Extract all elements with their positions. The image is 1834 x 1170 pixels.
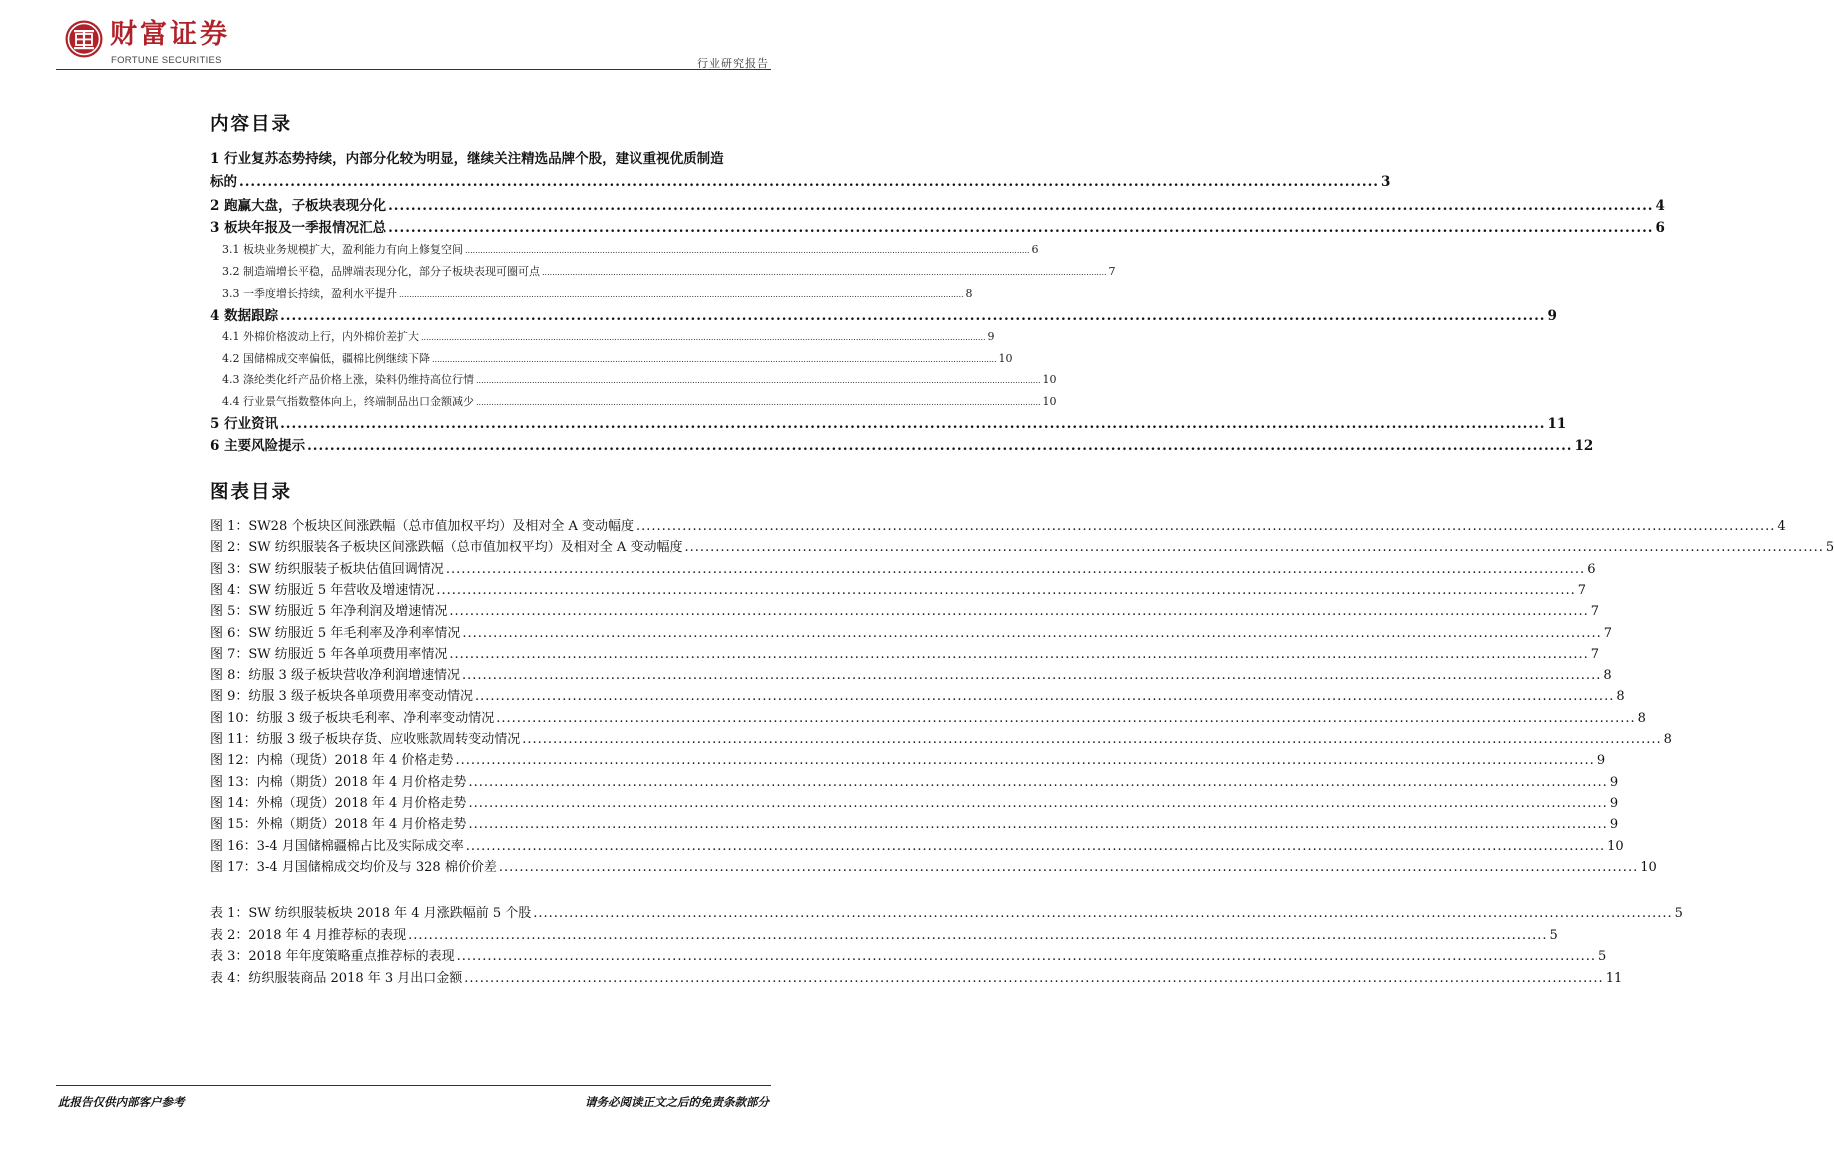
leader-dots: ..............................................................................................................................................................................................................................	[399, 290, 964, 299]
leader-dots: ..............................................................................................................................................................................................................................	[461, 668, 1602, 684]
figure-list-item[interactable]	[210, 749, 1606, 769]
leader-dots: ..............................................................................................................................................................................................................................	[388, 220, 1654, 236]
figure-list-item-text: 图 6：SW 纺服近 5 年毛利率及净利率情况	[210, 625, 461, 641]
toc-entry-page: 9	[1547, 308, 1557, 324]
figure-list-item[interactable]	[210, 835, 1624, 854]
figure-list-item-text: 图 14：外棉（现货）2018 年 4 月价格走势	[210, 795, 467, 811]
leader-dots: ..............................................................................................................................................................................................................................	[421, 333, 986, 342]
brand-name-cn: 财富证券	[110, 19, 230, 50]
leader-dots: ..............................................................................................................................................................................................................................	[522, 732, 1662, 747]
figure-list-item-text: 图 10：纺服 3 级子板块毛利率、净利率变动情况	[210, 710, 495, 726]
figure-list-item[interactable]	[210, 707, 1646, 726]
leader-dots: ..............................................................................................................................................................................................................................	[455, 753, 1595, 769]
leader-dots: ..............................................................................................................................................................................................................................	[449, 646, 1589, 662]
toc-entry-1[interactable]	[210, 170, 1391, 190]
figure-list-item-page: 9	[1609, 774, 1619, 790]
figure-list-item-text: 图 12：内棉（现货）2018 年 4 价格走势	[210, 753, 454, 769]
footer-disclaimer-left: 此报告仅供内部客户参考	[58, 1095, 185, 1109]
table-list-item[interactable]	[210, 967, 1623, 987]
figure-list-item-page: 8	[1637, 710, 1646, 726]
figure-list-item[interactable]	[210, 728, 1672, 747]
toc-entry[interactable]	[210, 194, 1665, 214]
leader-dots: ..............................................................................................................................................................................................................................	[464, 971, 1604, 987]
figure-list-item[interactable]	[210, 813, 1619, 833]
leader-dots: ..............................................................................................................................................................................................................................	[468, 774, 1608, 790]
toc-subentry-text: 3.3 一季度增长持续，盈利水平提升	[222, 287, 397, 300]
toc-subentry-text: 4.1 外棉价格波动上行，内外棉价差扩大	[222, 330, 419, 343]
leader-dots: ..............................................................................................................................................................................................................................	[445, 561, 1586, 577]
figure-list-item-page: 9	[1609, 817, 1619, 833]
toc-subentry-page: 8	[965, 287, 973, 300]
leader-dots: ..............................................................................................................................................................................................................................	[436, 582, 1576, 598]
leader-dots: ..............................................................................................................................................................................................................................	[474, 689, 1615, 705]
figure-list-item-page: 7	[1577, 582, 1587, 598]
leader-dots: ..............................................................................................................................................................................................................................	[456, 949, 1597, 965]
toc-entry-text: 6 主要风险提示	[210, 438, 306, 454]
table-list-item[interactable]	[210, 902, 1683, 921]
figure-list-item-text: 图 11：纺服 3 级子板块存货、应收账款周转变动情况	[210, 732, 521, 747]
toc-subentry-text: 4.3 涤纶类化纤产品价格上涨，染料仍维持高位行情	[222, 373, 474, 386]
figure-list-item[interactable]	[210, 771, 1619, 790]
toc-entry-page: 6	[1655, 220, 1665, 236]
toc-subentry-text: 4.4 行业景气指数整体向上，终端制品出口金额减少	[222, 395, 474, 408]
figure-list-item-text: 图 2：SW 纺织服装各子板块区间涨跌幅（总市值加权平均）及相对全 A 变动幅度	[210, 540, 683, 556]
header-divider	[56, 69, 771, 70]
toc-subentry-page: 10	[998, 352, 1013, 365]
toc-title: 内容目录	[210, 114, 293, 135]
leader-dots: ..............................................................................................................................................................................................................................	[533, 906, 1673, 921]
figure-list-item-text: 图 3：SW 纺织服装子板块估值回调情况	[210, 561, 444, 577]
leader-dots: ..............................................................................................................................................................................................................................	[476, 398, 1041, 407]
figure-list-item-text: 图 13：内棉（期货）2018 年 4 月价格走势	[210, 774, 467, 790]
figure-list-item-text: 图 8：纺服 3 级子板块营收净利润增速情况	[210, 668, 460, 684]
leader-dots: ..............................................................................................................................................................................................................................	[476, 376, 1041, 385]
figure-list-item-text: 图 1：SW28 个板块区间涨跌幅（总市值加权平均）及相对全 A 变动幅度	[210, 519, 634, 534]
toc-entry-text: 2 跑赢大盘，子板块表现分化	[210, 198, 387, 214]
toc-subentry-page: 6	[1031, 243, 1039, 256]
figure-list-item[interactable]	[210, 685, 1625, 705]
toc-subentry[interactable]	[222, 393, 1057, 409]
figure-list-item-page: 10	[1640, 859, 1657, 875]
figure-list-item-text: 图 15：外棉（期货）2018 年 4 月价格走势	[210, 817, 467, 833]
figure-list-item-page: 6	[1587, 561, 1596, 577]
toc-entry-page: 11	[1547, 416, 1567, 432]
toc-subentry[interactable]	[222, 371, 1057, 387]
toc-subentry-page: 10	[1042, 395, 1057, 408]
toc-subentry[interactable]	[222, 263, 1116, 279]
leader-dots: ..............................................................................................................................................................................................................................	[636, 519, 1776, 534]
toc-entry-page: 12	[1574, 438, 1594, 454]
table-list-item-text: 表 3：2018 年年度策略重点推荐标的表现	[210, 949, 455, 965]
figure-list-item-page: 4	[1777, 519, 1786, 534]
toc-entry-text: 4 数据跟踪	[210, 308, 279, 324]
leader-dots: ..............................................................................................................................................................................................................................	[468, 795, 1608, 811]
toc-subentry-page: 10	[1042, 373, 1057, 386]
table-list-item-page: 5	[1674, 906, 1683, 921]
figure-list-item-page: 10	[1607, 838, 1624, 854]
toc-subentry[interactable]	[222, 285, 973, 301]
figures-list-title: 图表目录	[210, 482, 293, 503]
leader-dots: ..............................................................................................................................................................................................................................	[498, 859, 1639, 875]
document-type-label: 行业研究报告	[697, 57, 769, 70]
figure-list-item-text: 图 4：SW 纺服近 5 年营收及增速情况	[210, 582, 435, 598]
toc-entry-1-line1[interactable]: 1 行业复苏态势持续，内部分化较为明显，继续关注精选品牌个股，建议重视优质制造	[210, 151, 724, 167]
toc-entry-text: 5 行业资讯	[210, 416, 279, 432]
leader-dots: ..............................................................................................................................................................................................................................	[462, 625, 1602, 641]
figure-list-item[interactable]	[210, 622, 1613, 641]
table-list-item-page: 5	[1598, 949, 1607, 965]
leader-dots: ..............................................................................................................................................................................................................................	[684, 540, 1824, 556]
brand-name-en: FORTUNE SECURITIES	[111, 55, 222, 66]
figure-list-item[interactable]	[210, 643, 1600, 662]
toc-subentry-text: 3.1 板块业务规模扩大，盈利能力有向上修复空间	[222, 243, 463, 256]
toc-entry-text: 3 板块年报及一季报情况汇总	[210, 220, 387, 236]
toc-subentry-page: 7	[1108, 265, 1116, 278]
figure-list-item[interactable]	[210, 792, 1619, 811]
figure-list-item-page: 5	[1825, 540, 1834, 556]
toc-entry[interactable]	[210, 434, 1594, 454]
leader-dots: ..............................................................................................................................................................................................................................	[408, 927, 1548, 943]
figure-list-item[interactable]	[210, 558, 1596, 577]
figure-list-item-page: 7	[1590, 604, 1600, 620]
toc-entry[interactable]	[210, 216, 1665, 236]
figure-list-item[interactable]	[210, 536, 1834, 556]
leader-dots: ..............................................................................................................................................................................................................................	[465, 838, 1606, 854]
toc-entry[interactable]	[210, 412, 1567, 432]
leader-dots: ..............................................................................................................................................................................................................................	[449, 604, 1589, 620]
table-list-item[interactable]	[210, 924, 1558, 943]
leader-dots: ..............................................................................................................................................................................................................................	[432, 355, 997, 364]
toc-subentry[interactable]	[222, 328, 995, 344]
leader-dots: ..............................................................................................................................................................................................................................	[542, 268, 1107, 277]
leader-dots: ..............................................................................................................................................................................................................................	[465, 246, 1030, 255]
figure-list-item-page: 8	[1603, 668, 1612, 684]
table-list-item-text: 表 2：2018 年 4 月推荐标的表现	[210, 927, 407, 943]
leader-dots: ..............................................................................................................................................................................................................................	[280, 416, 1546, 432]
toc-subentry-text: 4.2 国储棉成交率偏低，疆棉比例继续下降	[222, 352, 430, 365]
figure-list-item[interactable]	[210, 579, 1587, 598]
table-list-item-page: 5	[1549, 927, 1558, 943]
figure-list-item-text: 图 5：SW 纺服近 5 年净利润及增速情况	[210, 604, 448, 620]
leader-dots: ........................................................................................................................................................................................................	[239, 174, 1379, 190]
table-list-item-text: 表 4：纺织服装商品 2018 年 3 月出口金额	[210, 971, 463, 987]
figure-list-item-page: 7	[1590, 646, 1600, 662]
footer-disclaimer-right: 请务必阅读正文之后的免责条款部分	[585, 1095, 769, 1109]
footer-divider	[56, 1085, 771, 1086]
leader-dots: ..............................................................................................................................................................................................................................	[496, 710, 1636, 726]
figure-list-item-page: 8	[1616, 689, 1625, 705]
leader-dots: ..............................................................................................................................................................................................................................	[280, 308, 1546, 324]
figure-list-item-text: 图 9：纺服 3 级子板块各单项费用率变动情况	[210, 689, 473, 705]
table-list-item-text: 表 1：SW 纺织服装板块 2018 年 4 月涨跌幅前 5 个股	[210, 906, 532, 921]
figure-list-item[interactable]	[210, 664, 1612, 684]
figure-list-item-text: 图 7：SW 纺服近 5 年各单项费用率情况	[210, 646, 448, 662]
toc-entry-text: 标的	[210, 174, 237, 190]
figure-list-item-text: 图 16：3-4 月国储棉疆棉占比及实际成交率	[210, 838, 464, 854]
figure-list-item[interactable]	[210, 856, 1657, 875]
toc-subentry[interactable]	[222, 350, 1013, 366]
toc-entry[interactable]	[210, 304, 1557, 324]
toc-subentry-text: 3.2 制造端增长平稳，品牌端表现分化，部分子板块表现可圈可点	[222, 265, 540, 278]
fortune-securities-logo-icon	[64, 19, 104, 59]
figure-list-item-page: 8	[1663, 732, 1672, 747]
leader-dots: ..............................................................................................................................................................................................................................	[307, 438, 1573, 454]
table-list-item[interactable]	[210, 945, 1607, 965]
toc-subentry[interactable]	[222, 241, 1039, 257]
figure-list-item-page: 7	[1603, 625, 1613, 641]
figure-list-item[interactable]	[210, 600, 1600, 620]
toc-entry-page: 4	[1655, 198, 1665, 214]
table-list-item-page: 11	[1605, 971, 1623, 987]
figure-list-item-page: 9	[1609, 795, 1619, 811]
toc-entry-page: 3	[1381, 174, 1391, 190]
leader-dots: ..............................................................................................................................................................................................................................	[468, 817, 1608, 833]
toc-subentry-page: 9	[987, 330, 995, 343]
figure-list-item-page: 9	[1596, 753, 1606, 769]
figure-list-item-text: 图 17：3-4 月国储棉成交均价及与 328 棉价价差	[210, 859, 497, 875]
leader-dots: ..............................................................................................................................................................................................................................	[388, 198, 1654, 214]
figure-list-item[interactable]	[210, 515, 1786, 534]
